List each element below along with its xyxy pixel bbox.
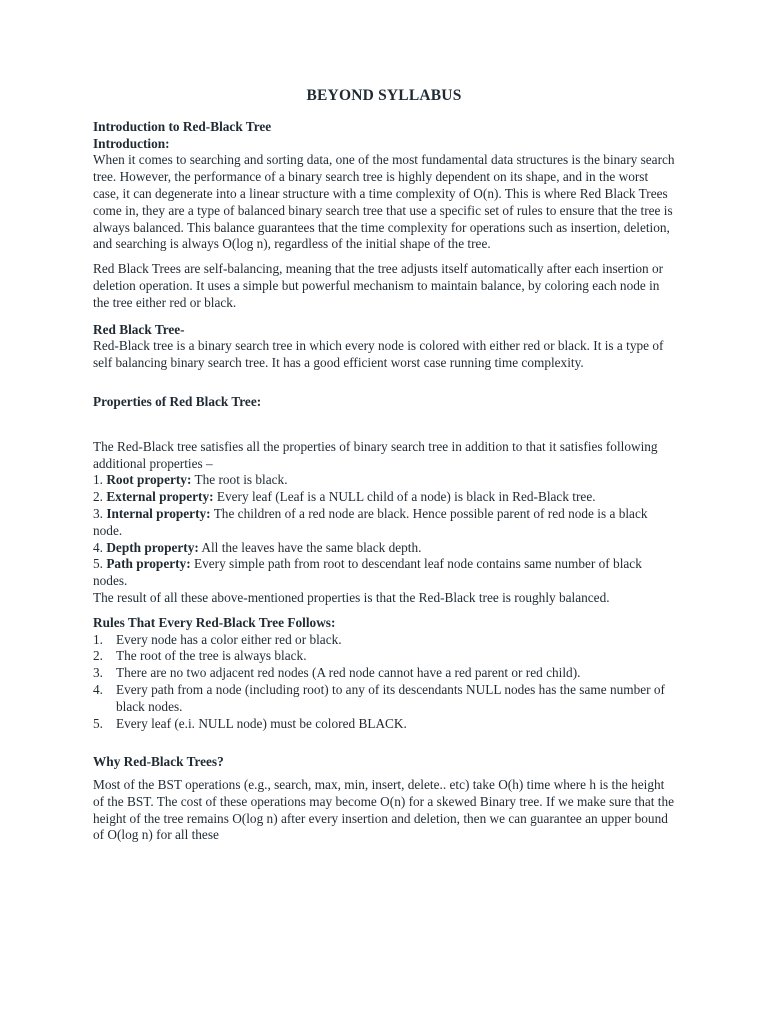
- item-label: Depth property:: [106, 539, 199, 555]
- item-number: 3.: [93, 505, 103, 521]
- list-item: [93, 489, 675, 506]
- why-heading: Why Red-Black Trees?: [93, 754, 224, 770]
- properties-intro: The Red-Black tree satisfies all the properties of binary search tree in addition to that it satisfies following additional properties –: [93, 438, 658, 471]
- item-label: External property:: [106, 489, 214, 505]
- item-text: All the leaves have the same black depth.: [201, 539, 422, 555]
- list-item: [93, 506, 675, 540]
- item-number: 1.: [93, 631, 103, 647]
- item-text: Every leaf (e.i. NULL node) must be colored BLACK.: [116, 715, 407, 731]
- intro-subheading: Introduction:: [93, 135, 170, 151]
- intro-paragraph-1: When it comes to searching and sorting data, one of the most fundamental data structures is the binary search tree. However, the performance of a binary search tree is highly dependent on its shape, and in the worst case, it can degenerate into a linear structure with a time complexity of O(n). This is where Red Black Trees come in, they are a type of balanced binary search tree that use a specific set of rules to ensure that the tree is always balanced. This balance guarantees that the time complexity for operations such as insertion, deletion, and searching is always O(log n), regardless of the initial shape of the tree.: [93, 152, 675, 252]
- properties-list: [93, 472, 675, 590]
- list-item: [93, 472, 675, 489]
- rules-heading: Rules That Every Red-Black Tree Follows:: [93, 614, 336, 630]
- list-item: [93, 716, 675, 733]
- list-item: [93, 556, 675, 590]
- item-label: Internal property:: [106, 505, 211, 521]
- rules-list: [93, 632, 675, 733]
- item-text: Every simple path from root to descendant leaf node contains same number of black nodes.: [93, 556, 642, 589]
- item-number: 5.: [93, 715, 103, 731]
- intro-paragraph-2: Red Black Trees are self-balancing, meaning that the tree adjusts itself automatically after each insertion or deletion operation. It uses a simple but powerful mechanism to maintain balance, by coloring each node in the tree either red or black.: [93, 261, 664, 310]
- item-text: There are no two adjacent red nodes (A red node cannot have a red parent or red child).: [116, 665, 581, 681]
- list-item: [93, 540, 675, 557]
- item-number: 5.: [93, 556, 103, 572]
- properties-heading: Properties of Red Black Tree:: [93, 393, 262, 409]
- item-number: 2.: [93, 489, 103, 505]
- why-paragraph: Most of the BST operations (e.g., search, max, min, insert, delete.. etc) take O(h) time where h is the height of the BST. The cost of these operations may become O(n) for a skewed Binary tree. If we make sure that the height of the tree remains O(log n) after every insertion and deletion, then we can guarantee an upper bound of O(log n) for all these: [93, 777, 675, 843]
- intro-heading: Introduction to Red-Black Tree: [93, 118, 272, 134]
- rbtree-paragraph: Red-Black tree is a binary search tree in which every node is colored with either red or black. It is a type of self balancing binary search tree. It has a good efficient worst case running time complexity.: [93, 338, 664, 371]
- item-text: Every node has a color either red or black.: [116, 631, 342, 647]
- list-item: [93, 632, 675, 649]
- item-number: 4.: [93, 681, 103, 697]
- item-label: Path property:: [106, 556, 191, 572]
- rbtree-heading: Red Black Tree-: [93, 321, 185, 337]
- list-item: [93, 665, 675, 682]
- item-text: Every leaf (Leaf is a NULL child of a node) is black in Red-Black tree.: [216, 489, 596, 505]
- item-number: 4.: [93, 539, 103, 555]
- item-number: 2.: [93, 648, 103, 664]
- item-text: The children of a red node are black. Hence possible parent of red node is a black node.: [93, 505, 648, 538]
- properties-result: The result of all these above-mentioned properties is that the Red-Black tree is roughly balanced.: [93, 589, 610, 605]
- item-number: 1.: [93, 472, 103, 488]
- item-label: Root property:: [106, 472, 192, 488]
- item-number: 3.: [93, 665, 103, 681]
- page-title: BEYOND SYLLABUS: [306, 87, 462, 104]
- document-content: [93, 88, 675, 844]
- item-text: The root of the tree is always black.: [116, 648, 307, 664]
- item-text: The root is black.: [194, 472, 288, 488]
- item-text: Every path from a node (including root) to any of its descendants NULL nodes has the same number of black nodes.: [116, 681, 665, 714]
- list-item: [93, 682, 675, 716]
- list-item: [93, 648, 675, 665]
